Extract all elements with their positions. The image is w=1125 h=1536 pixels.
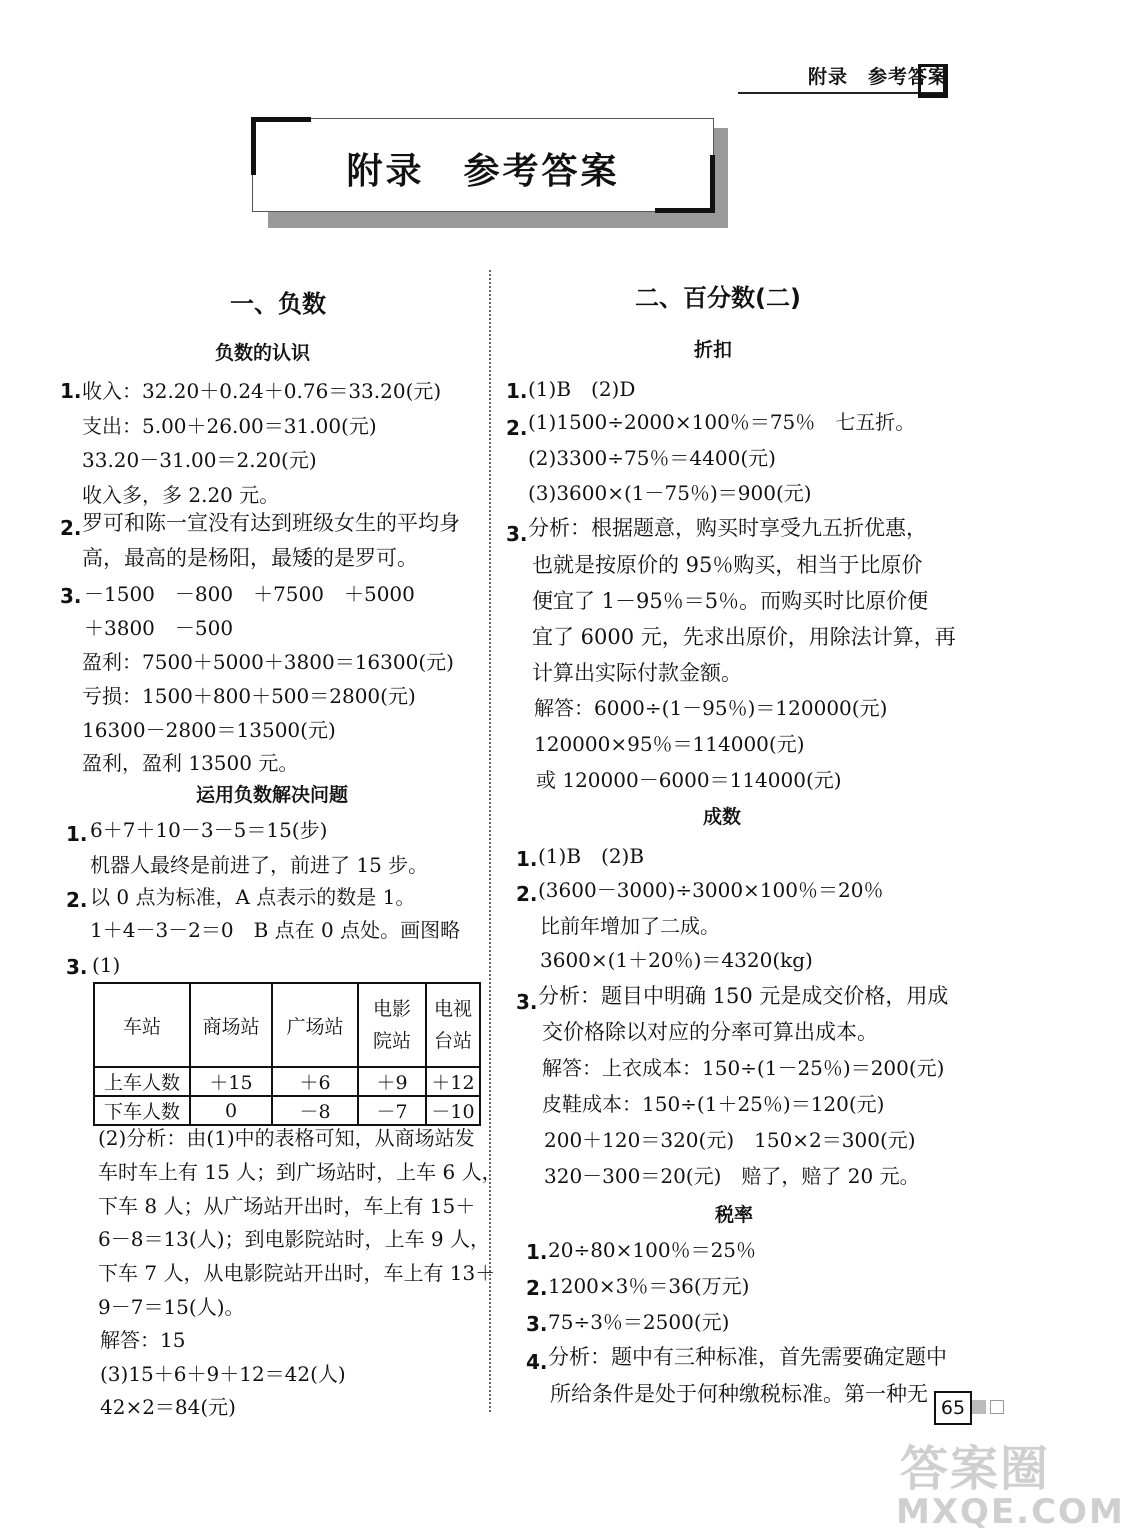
table-header-cell: 广场站 <box>272 983 358 1067</box>
answer-line: 计算出实际付款金额。 <box>532 661 742 685</box>
question-number: 2. <box>526 1276 548 1300</box>
question-number: 1. <box>66 822 88 846</box>
watermark-text: MXQE.COM <box>896 1492 1125 1532</box>
answer-line: 亏损：1500＋800＋500＝2800(元) <box>82 684 416 708</box>
question-number: 2. <box>516 882 538 906</box>
answer-line: 车时车上有 15 人；到广场站时，上车 6 人， <box>98 1160 502 1184</box>
table-cell: 下车人数 <box>94 1096 190 1125</box>
table-row <box>94 1067 480 1096</box>
answer-line: 高，最高的是杨阳，最矮的是罗可。 <box>82 546 418 570</box>
header-rule <box>738 92 948 94</box>
answer-line: 下车 8 人；从广场站开出时，车上有 15＋ <box>98 1194 476 1218</box>
question-number: 1. <box>60 379 82 403</box>
question-number: 2. <box>66 888 88 912</box>
table-cell: ＋9 <box>358 1067 426 1096</box>
answer-line: (1)1500÷2000×100％＝75％ 七五折。 <box>528 410 916 434</box>
answer-line: 比前年增加了二成。 <box>540 914 720 938</box>
question-number: 2. <box>60 516 82 540</box>
answer-line: (1) <box>92 953 121 977</box>
page-tab-mark <box>990 1400 1004 1414</box>
answer-line: 200＋120＝320(元) 150×2＝300(元) <box>544 1128 916 1152</box>
table-header-cell: 车站 <box>94 983 190 1067</box>
table-cell: ＋6 <box>272 1067 358 1096</box>
page-title: 附录 参考答案 <box>346 151 620 192</box>
watermark-logo <box>890 1430 1125 1532</box>
answer-line: (2)分析：由(1)中的表格可知，从商场站发 <box>98 1126 475 1150</box>
question-number: 4. <box>526 1350 548 1374</box>
answer-line: 解答：6000÷(1－95％)＝120000(元) <box>534 696 888 720</box>
answer-line: 1＋4－3－2＝0 B 点在 0 点处。画图略 <box>90 918 461 942</box>
answer-line: 1200×3％＝36(万元) <box>548 1274 750 1298</box>
question-number: 3. <box>516 990 538 1014</box>
answer-line: 宜了 6000 元，先求出原价，用除法计算，再 <box>532 625 956 649</box>
subsection-heading: 折扣 <box>694 339 733 361</box>
answer-line: 罗可和陈一宣没有达到班级女生的平均身 <box>82 511 460 535</box>
answer-line: 16300－2800＝13500(元) <box>82 718 336 742</box>
subsection-heading: 成数 <box>703 806 742 828</box>
answer-line: 分析：根据题意，购买时享受九五折优惠， <box>528 516 927 540</box>
answer-line: 120000×95％＝114000(元) <box>534 732 805 756</box>
station-table <box>93 982 481 1126</box>
answer-line: 以 0 点为标准，A 点表示的数是 1。 <box>90 885 416 909</box>
table-header-cell <box>358 983 426 1067</box>
answer-line: 或 120000－6000＝114000(元) <box>536 768 842 792</box>
answer-line: ＋3800 －500 <box>84 616 234 640</box>
table-cell: 0 <box>190 1096 272 1125</box>
answer-line: 分析：题目中明确 150 元是成交价格，用成 <box>538 984 949 1008</box>
answer-line: 也就是按原价的 95％购买，相当于比原价 <box>532 553 923 577</box>
question-number: 3. <box>526 1312 548 1336</box>
answer-line: 9－7＝15(人)。 <box>98 1295 245 1319</box>
answer-line: 3600×(1＋20％)＝4320(kg) <box>540 948 813 972</box>
page-tab-mark <box>972 1400 986 1414</box>
answer-line: 便宜了 1－95％＝5％。而购买时比原价便 <box>532 589 929 613</box>
question-number: 1. <box>506 379 528 403</box>
answer-line: 支出：5.00＋26.00＝31.00(元) <box>82 414 377 438</box>
table-header-row <box>94 983 480 1067</box>
answer-line: 机器人最终是前进了，前进了 15 步。 <box>90 853 429 877</box>
header-corner-mark <box>918 64 948 98</box>
subsection-heading: 运用负数解决问题 <box>196 784 349 806</box>
answer-line: 收入：32.20＋0.24＋0.76＝33.20(元) <box>82 379 442 403</box>
table-row <box>94 1096 480 1125</box>
answer-line: 6＋7＋10－3－5＝15(步) <box>90 818 328 842</box>
question-number: 1. <box>526 1240 548 1264</box>
answer-line: (1)B (2)D <box>528 377 636 401</box>
question-number: 3. <box>66 955 88 979</box>
table-cell: －7 <box>358 1096 426 1125</box>
answer-line: (3)3600×(1－75％)＝900(元) <box>528 481 812 505</box>
answer-line: (2)3300÷75％＝4400(元) <box>528 446 776 470</box>
header-cell-text: 电视台站 <box>433 998 472 1052</box>
answer-line: 20÷80×100％＝25％ <box>548 1238 757 1262</box>
answer-line: 盈利：7500＋5000＋3800＝16300(元) <box>82 650 454 674</box>
answer-line: 6－8＝13(人)；到电影院站时，上车 9 人， <box>98 1227 490 1251</box>
table-cell: －10 <box>426 1096 480 1125</box>
answer-line: 33.20－31.00＝2.20(元) <box>82 448 317 472</box>
section-heading: 一、负数 <box>230 290 326 318</box>
answer-line: (3)15＋6＋9＋12＝42(人) <box>100 1362 346 1386</box>
answer-line: 320－300＝20(元) 赔了，赔了 20 元。 <box>544 1164 920 1188</box>
page-number: 65 <box>934 1391 972 1425</box>
answer-line: 75÷3％＝2500(元) <box>548 1310 730 1334</box>
table-cell: ＋12 <box>426 1067 480 1096</box>
answer-line: 下车 7 人，从电影院站开出时，车上有 13＋ <box>98 1261 496 1285</box>
title-banner <box>252 118 714 212</box>
question-number: 1. <box>516 847 538 871</box>
answer-line: 42×2＝84(元) <box>100 1395 236 1419</box>
table-header-cell <box>426 983 480 1067</box>
section-heading: 二、百分数(二) <box>635 284 801 312</box>
answer-line: 分析：题中有三种标准，首先需要确定题中 <box>548 1345 947 1369</box>
table-cell: －8 <box>272 1096 358 1125</box>
answer-line: 皮鞋成本：150÷(1＋25％)＝120(元) <box>542 1092 885 1116</box>
answer-line: －1500 －800 ＋7500 ＋5000 <box>84 582 415 606</box>
answer-line: 解答：上衣成本：150÷(1－25％)＝200(元) <box>542 1056 945 1080</box>
question-number: 3. <box>60 584 82 608</box>
subsection-heading: 负数的认识 <box>215 342 311 364</box>
running-header: 附录 参考答案 <box>807 66 948 88</box>
table-cell: ＋15 <box>190 1067 272 1096</box>
answer-line: (3600－3000)÷3000×100％＝20％ <box>538 878 884 902</box>
header-cell-text: 电影院站 <box>372 998 411 1052</box>
answer-line: (1)B (2)B <box>538 844 645 868</box>
question-number: 2. <box>506 416 528 440</box>
watermark-text: 答案圈 <box>900 1441 1051 1497</box>
answer-line: 交价格除以对应的分率可算出成本。 <box>542 1020 878 1044</box>
answer-line: 解答：15 <box>100 1328 186 1352</box>
table-cell: 上车人数 <box>94 1067 190 1096</box>
answer-line: 盈利，盈利 13500 元。 <box>82 751 299 775</box>
subsection-heading: 税率 <box>715 1204 754 1226</box>
question-number: 3. <box>506 522 528 546</box>
answer-line: 所给条件是处于何种缴税标准。第一种无 <box>550 1382 928 1406</box>
answer-line: 收入多，多 2.20 元。 <box>82 483 280 507</box>
table-header-cell: 商场站 <box>190 983 272 1067</box>
